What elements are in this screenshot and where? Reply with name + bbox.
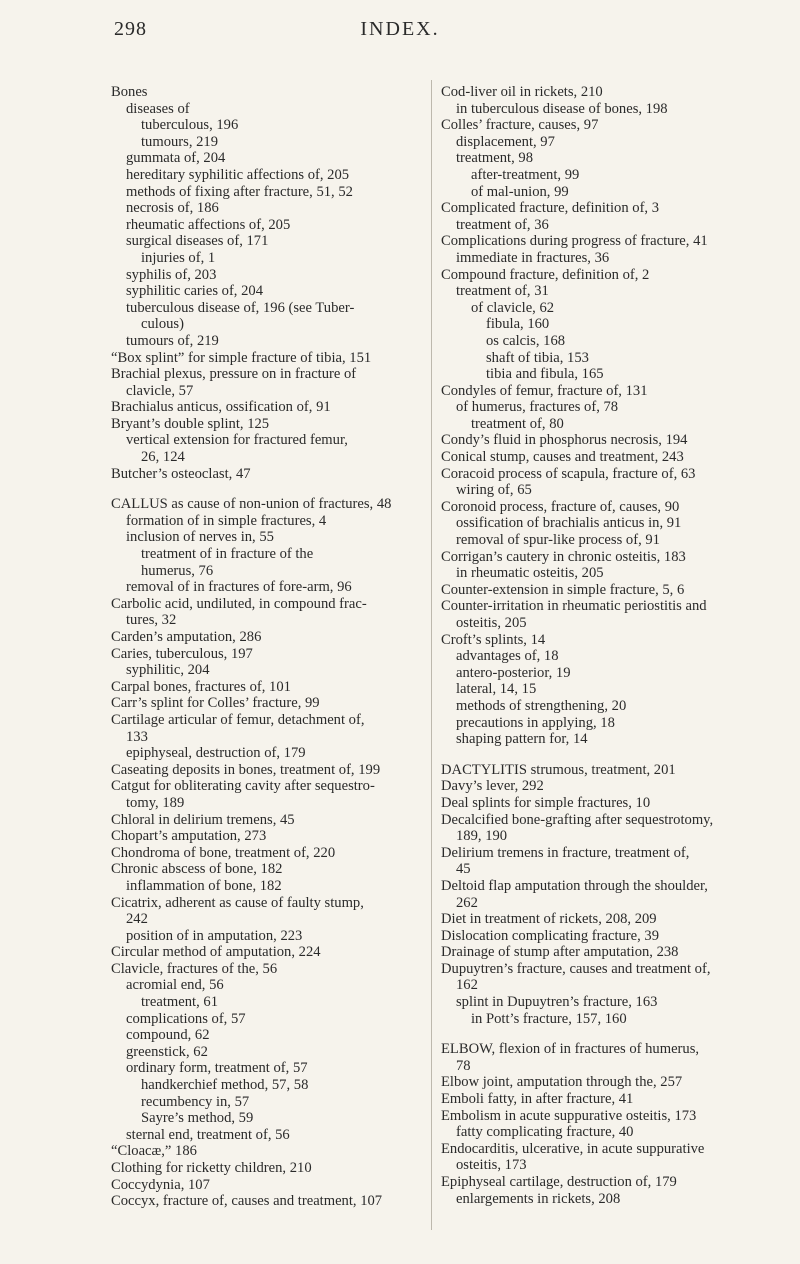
index-entry: Carpal bones, fractures of, 101	[111, 678, 291, 695]
index-entry: Cicatrix, adherent as cause of faulty stump,	[111, 894, 364, 911]
index-entry: removal of spur-like process of, 91	[456, 532, 660, 549]
index-entry: Sayre’s method, 59	[141, 1110, 254, 1127]
index-entry: in Pott’s fracture, 157, 160	[471, 1010, 627, 1027]
index-entry: Catgut for obliterating cavity after sequestro-	[111, 778, 375, 795]
index-entry: syphilis of, 203	[126, 266, 217, 283]
index-entry: Croft’s splints, 14	[441, 631, 546, 648]
index-column-right	[441, 84, 761, 1207]
index-entry: epiphyseal, destruction of, 179	[126, 745, 306, 762]
index-entry: surgical diseases of, 171	[126, 233, 269, 250]
index-entry: syphilitic, 204	[126, 662, 210, 679]
index-entry: shaping pattern for, 14	[456, 731, 588, 748]
index-entry: 45	[456, 861, 471, 878]
index-entry: acromial end, 56	[126, 977, 224, 994]
index-entry: “Cloacæ,” 186	[111, 1143, 197, 1160]
index-entry: wiring of, 65	[456, 482, 532, 499]
page-number: 298	[114, 18, 147, 40]
index-entry: immediate in fractures, 36	[456, 249, 610, 266]
index-entry: Deltoid flap amputation through the shoulder,	[441, 877, 708, 894]
index-entry: 242	[126, 911, 148, 928]
index-entry: Bryant’s double splint, 125	[111, 415, 270, 432]
index-entry: syphilitic caries of, 204	[126, 283, 263, 300]
index-entry: Complicated fracture, definition of, 3	[441, 200, 660, 217]
index-entry: of mal-union, 99	[471, 183, 569, 200]
index-entry: Coccyx, fracture of, causes and treatment, 107	[111, 1193, 383, 1210]
index-entry: osteitis, 205	[456, 615, 527, 631]
index-entry: ossification of brachialis anticus in, 91	[456, 515, 682, 532]
index-entry: tomy, 189	[126, 794, 185, 811]
index-entry: rheumatic affections of, 205	[126, 216, 291, 233]
index-entry: Counter-irritation in rheumatic periostitis and	[441, 598, 707, 615]
index-entry: compound, 62	[126, 1027, 210, 1044]
index-entry: Caries, tuberculous, 197	[111, 645, 253, 662]
index-entry: Deal splints for simple fractures, 10	[441, 794, 651, 811]
section-gap	[441, 1027, 761, 1041]
index-entry: complications of, 57	[126, 1010, 246, 1027]
index-entry: Condyles of femur, fracture of, 131	[441, 382, 648, 399]
index-entry: injuries of, 1	[141, 249, 216, 266]
index-entry: Chloral in delirium tremens, 45	[111, 811, 295, 828]
column-divider	[431, 80, 432, 1230]
index-entry: 133	[126, 728, 148, 745]
index-entry: tures, 32	[126, 612, 177, 629]
index-entry: formation of in simple fractures, 4	[126, 512, 327, 529]
index-entry: Delirium tremens in fracture, treatment of,	[441, 844, 690, 861]
index-entry: CALLUS as cause of non-union of fractures, 48	[111, 496, 392, 513]
index-entry: Counter-extension in simple fracture, 5, 6	[441, 581, 685, 598]
index-entry: Bones	[111, 84, 148, 100]
index-entry: Chopart’s amputation, 273	[111, 828, 267, 845]
index-entry: lateral, 14, 15	[456, 681, 537, 698]
index-entry: 262	[456, 894, 478, 911]
index-entry: Epiphyseal cartilage, destruction of, 179	[441, 1174, 677, 1190]
index-entry: culous)	[141, 316, 184, 333]
index-entry: after-treatment, 99	[471, 166, 580, 183]
index-entry: position of in amputation, 223	[126, 927, 303, 944]
index-entry: ordinary form, treatment of, 57	[126, 1060, 308, 1077]
index-entry: fatty complicating fracture, 40	[456, 1124, 634, 1141]
index-entry: treatment of, 31	[456, 283, 549, 300]
index-entry: Carbolic acid, undiluted, in compound frac-	[111, 595, 367, 612]
index-entry: inflammation of bone, 182	[126, 877, 282, 894]
index-entry: diseases of	[126, 100, 190, 117]
index-entry: necrosis of, 186	[126, 200, 219, 217]
index-entry: Corrigan’s cautery in chronic osteitis, 183	[441, 548, 686, 565]
index-entry: Dislocation complicating fracture, 39	[441, 927, 660, 944]
index-entry: Dupuytren’s fracture, causes and treatment of,	[441, 960, 711, 977]
index-entry: 26, 124	[141, 449, 185, 466]
index-entry: Davy’s lever, 292	[441, 778, 544, 795]
index-entry: methods of strengthening, 20	[456, 697, 627, 714]
index-entry: Circular method of amputation, 224	[111, 944, 321, 961]
index-entry: Brachialus anticus, ossification of, 91	[111, 399, 331, 416]
index-entry: Carr’s splint for Colles’ fracture, 99	[111, 695, 320, 712]
index-entry: 78	[456, 1057, 471, 1074]
index-entry: Elbow joint, amputation through the, 257	[441, 1074, 683, 1091]
index-column-left	[111, 84, 423, 1210]
index-entry: sternal end, treatment of, 56	[126, 1126, 290, 1143]
index-entry: of clavicle, 62	[471, 299, 555, 316]
index-entry: handkerchief method, 57, 58	[141, 1077, 309, 1094]
index-entry: Embolism in acute suppurative osteitis, 173	[441, 1107, 697, 1124]
index-entry: “Box splint” for simple fracture of tibia, 151	[111, 349, 372, 366]
index-entry: treatment of, 36	[456, 216, 549, 233]
index-entry: clavicle, 57	[126, 382, 194, 399]
index-entry: precautions in applying, 18	[456, 714, 615, 731]
page-header	[0, 18, 800, 50]
index-entry: of humerus, fractures of, 78	[456, 399, 619, 416]
index-entry: in rheumatic osteitis, 205	[456, 565, 604, 582]
index-entry: tuberculous disease of, 196 (see Tuber-	[126, 299, 355, 316]
index-entry: antero-posterior, 19	[456, 664, 571, 681]
index-entry: Butcher’s osteoclast, 47	[111, 465, 251, 482]
index-entry: os calcis, 168	[486, 332, 566, 349]
index-entry: displacement, 97	[456, 133, 555, 150]
index-entry: 189, 190	[456, 828, 508, 845]
index-entry: Coracoid process of scapula, fracture of, 63	[441, 465, 696, 482]
index-entry: tibia and fibula, 165	[486, 366, 604, 383]
index-entry: splint in Dupuytren’s fracture, 163	[456, 994, 658, 1011]
index-entry: Emboli fatty, in after fracture, 41	[441, 1091, 634, 1108]
index-entry: Cartilage articular of femur, detachment of,	[111, 711, 365, 728]
index-entry: treatment of, 80	[471, 415, 564, 432]
index-entry: greenstick, 62	[126, 1043, 208, 1060]
index-entry: fibula, 160	[486, 316, 550, 333]
index-entry: Coccydynia, 107	[111, 1176, 210, 1193]
index-entry: Clothing for ricketty children, 210	[111, 1160, 312, 1176]
index-entry: treatment, 98	[456, 150, 533, 167]
index-entry: methods of fixing after fracture, 51, 52	[126, 183, 353, 200]
index-entry: ELBOW, flexion of in fractures of humerus,	[441, 1041, 700, 1058]
index-entry: Caseating deposits in bones, treatment of, 199	[111, 761, 381, 778]
index-entry: treatment, 61	[141, 994, 218, 1011]
index-entry: inclusion of nerves in, 55	[126, 529, 274, 546]
index-entry: vertical extension for fractured femur,	[126, 432, 348, 449]
index-entry: Chondroma of bone, treatment of, 220	[111, 844, 336, 861]
index-entry: recumbency in, 57	[141, 1093, 250, 1110]
index-entry: Colles’ fracture, causes, 97	[441, 117, 599, 134]
index-entry: removal of in fractures of fore-arm, 96	[126, 579, 352, 596]
index-entry: Diet in treatment of rickets, 208, 209	[441, 911, 657, 928]
index-entry: osteitis, 173	[456, 1157, 527, 1174]
index-entry: Complications during progress of fracture, 41	[441, 233, 708, 250]
index-entry: enlargements in rickets, 208	[456, 1190, 621, 1207]
index-entry: shaft of tibia, 153	[486, 349, 589, 366]
index-entry: Brachial plexus, pressure on in fracture of	[111, 366, 357, 383]
index-entry: Decalcified bone-grafting after sequestrotomy,	[441, 811, 714, 828]
index-entry: Endocarditis, ulcerative, in acute suppurative	[441, 1140, 705, 1157]
index-entry: Clavicle, fractures of the, 56	[111, 960, 278, 977]
index-entry: Coronoid process, fracture of, causes, 90	[441, 498, 680, 515]
index-entry: Conical stump, causes and treatment, 243	[441, 449, 684, 466]
index-entry: Chronic abscess of bone, 182	[111, 861, 283, 878]
index-entry: Compound fracture, definition of, 2	[441, 266, 650, 283]
section-gap	[441, 748, 761, 762]
index-entry: gummata of, 204	[126, 150, 226, 167]
index-entry: hereditary syphilitic affections of, 205	[126, 166, 350, 183]
index-entry: in tuberculous disease of bones, 198	[456, 100, 668, 117]
index-entry: tumours of, 219	[126, 332, 219, 349]
index-entry: DACTYLITIS strumous, treatment, 201	[441, 761, 676, 778]
index-entry: 162	[456, 977, 478, 994]
page-title: INDEX.	[360, 18, 440, 40]
index-entry: Carden’s amputation, 286	[111, 629, 262, 645]
index-entry: humerus, 76	[141, 562, 214, 579]
section-gap	[111, 482, 423, 496]
index-entry: treatment of in fracture of the	[141, 546, 314, 563]
index-entry: tumours, 219	[141, 133, 219, 150]
index-entry: advantages of, 18	[456, 648, 559, 665]
index-entry: tuberculous, 196	[141, 117, 239, 134]
index-entry: Drainage of stump after amputation, 238	[441, 944, 679, 961]
index-entry: Cod-liver oil in rickets, 210	[441, 84, 603, 100]
index-entry: Condy’s fluid in phosphorus necrosis, 194	[441, 432, 688, 449]
